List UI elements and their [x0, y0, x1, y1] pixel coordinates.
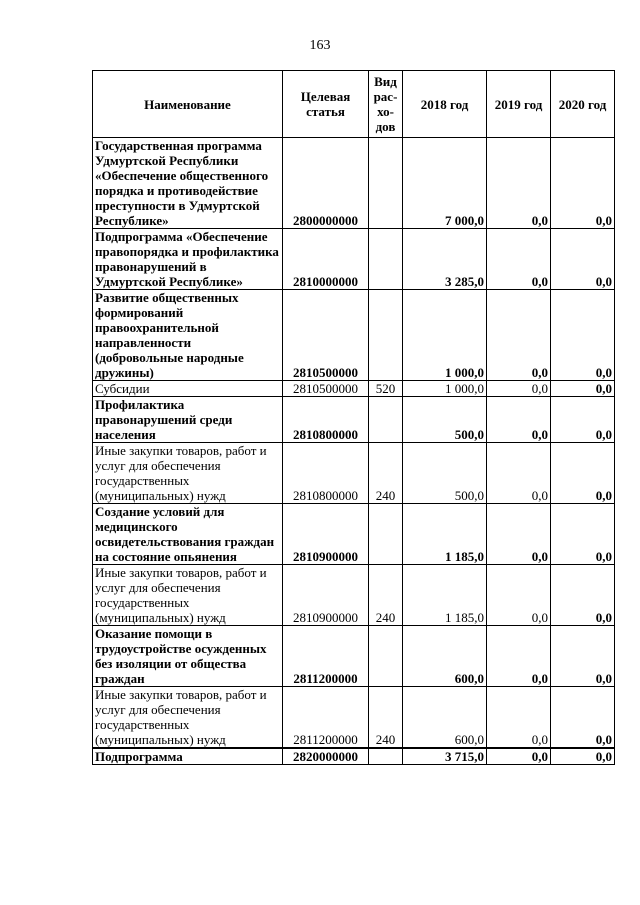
header-2018: 2018 год: [403, 71, 487, 138]
row-2020: 0,0: [551, 381, 615, 397]
row-vid: [369, 397, 403, 443]
table-row: [93, 443, 615, 504]
table-row: [93, 687, 615, 749]
header-code: Целевая статья: [283, 71, 369, 138]
budget-table: [92, 70, 615, 765]
row-2019: 0,0: [487, 687, 551, 749]
row-2018: 1 185,0: [403, 565, 487, 626]
row-code: 2810800000: [283, 397, 369, 443]
row-2019: 0,0: [487, 626, 551, 687]
row-2020: 0,0: [551, 443, 615, 504]
row-name: Профилактика правонарушений среди населения: [93, 397, 283, 443]
table-row: [93, 397, 615, 443]
row-code: 2810000000: [283, 229, 369, 290]
row-vid: [369, 290, 403, 381]
row-vid: 520: [369, 381, 403, 397]
row-name: Развитие общественных формирований правоохранительной направленности (добровольные народные дружины): [93, 290, 283, 381]
row-2018: 3 285,0: [403, 229, 487, 290]
row-code: 2800000000: [283, 138, 369, 229]
row-name: Создание условий для медицинского освидетельствования граждан на состояние опьянения: [93, 504, 283, 565]
row-2018: 600,0: [403, 626, 487, 687]
row-code: 2810500000: [283, 290, 369, 381]
row-vid: [369, 504, 403, 565]
row-vid: [369, 626, 403, 687]
row-2019: 0,0: [487, 565, 551, 626]
row-name: Подпрограмма «Обеспечение правопорядка и профилактика правонарушений в Удмуртской Республике»: [93, 229, 283, 290]
header-2019: 2019 год: [487, 71, 551, 138]
row-2020: 0,0: [551, 687, 615, 749]
row-code: 2810900000: [283, 565, 369, 626]
row-2019: 0,0: [487, 381, 551, 397]
row-vid: [369, 138, 403, 229]
row-2020: 0,0: [551, 565, 615, 626]
table-row: [93, 229, 615, 290]
row-2020: 0,0: [551, 626, 615, 687]
table-row: [93, 565, 615, 626]
header-2020: 2020 год: [551, 71, 615, 138]
row-name: Иные закупки товаров, работ и услуг для обеспечения государственных (муниципальных) нужд: [93, 443, 283, 504]
row-2018: 600,0: [403, 687, 487, 749]
row-2020: 0,0: [551, 138, 615, 229]
row-2018: 500,0: [403, 443, 487, 504]
row-vid: [369, 748, 403, 765]
header-name: Наименование: [93, 71, 283, 138]
row-code: 2810800000: [283, 443, 369, 504]
row-code: 2810900000: [283, 504, 369, 565]
table-row: [93, 626, 615, 687]
row-vid: 240: [369, 687, 403, 749]
row-2018: 7 000,0: [403, 138, 487, 229]
table-row: [93, 138, 615, 229]
row-2019: 0,0: [487, 748, 551, 765]
row-code: 2811200000: [283, 687, 369, 749]
row-2020: 0,0: [551, 290, 615, 381]
table-row: [93, 748, 615, 765]
row-2019: 0,0: [487, 290, 551, 381]
row-name: Иные закупки товаров, работ и услуг для обеспечения государственных (муниципальных) нужд: [93, 565, 283, 626]
row-2020: 0,0: [551, 397, 615, 443]
row-vid: 240: [369, 565, 403, 626]
row-name: Оказание помощи в трудоустройстве осужденных без изоляции от общества граждан: [93, 626, 283, 687]
row-2018: 1 000,0: [403, 381, 487, 397]
row-code: 2810500000: [283, 381, 369, 397]
table-row: [93, 290, 615, 381]
row-2018: 500,0: [403, 397, 487, 443]
table-row: [93, 504, 615, 565]
table-row: [93, 381, 615, 397]
row-2020: 0,0: [551, 504, 615, 565]
row-name: Субсидии: [93, 381, 283, 397]
row-2019: 0,0: [487, 504, 551, 565]
row-2018: 3 715,0: [403, 748, 487, 765]
row-vid: 240: [369, 443, 403, 504]
row-code: 2811200000: [283, 626, 369, 687]
row-2019: 0,0: [487, 443, 551, 504]
row-code: 2820000000: [283, 748, 369, 765]
page-number: 163: [309, 38, 331, 53]
table-header-row: [93, 71, 615, 138]
row-2018: 1 185,0: [403, 504, 487, 565]
row-name: Иные закупки товаров, работ и услуг для обеспечения государственных (муниципальных) нужд: [93, 687, 283, 749]
row-name: Подпрограмма: [93, 748, 283, 765]
row-2018: 1 000,0: [403, 290, 487, 381]
row-2019: 0,0: [487, 138, 551, 229]
row-2020: 0,0: [551, 748, 615, 765]
row-2019: 0,0: [487, 397, 551, 443]
row-vid: [369, 229, 403, 290]
header-vid: Вид рас-хо-дов: [369, 71, 403, 138]
row-2020: 0,0: [551, 229, 615, 290]
row-2019: 0,0: [487, 229, 551, 290]
row-name: Государственная программа Удмуртской Республики «Обеспечение общественного порядка и противодействие преступности в Удмуртской Республике»: [93, 138, 283, 229]
